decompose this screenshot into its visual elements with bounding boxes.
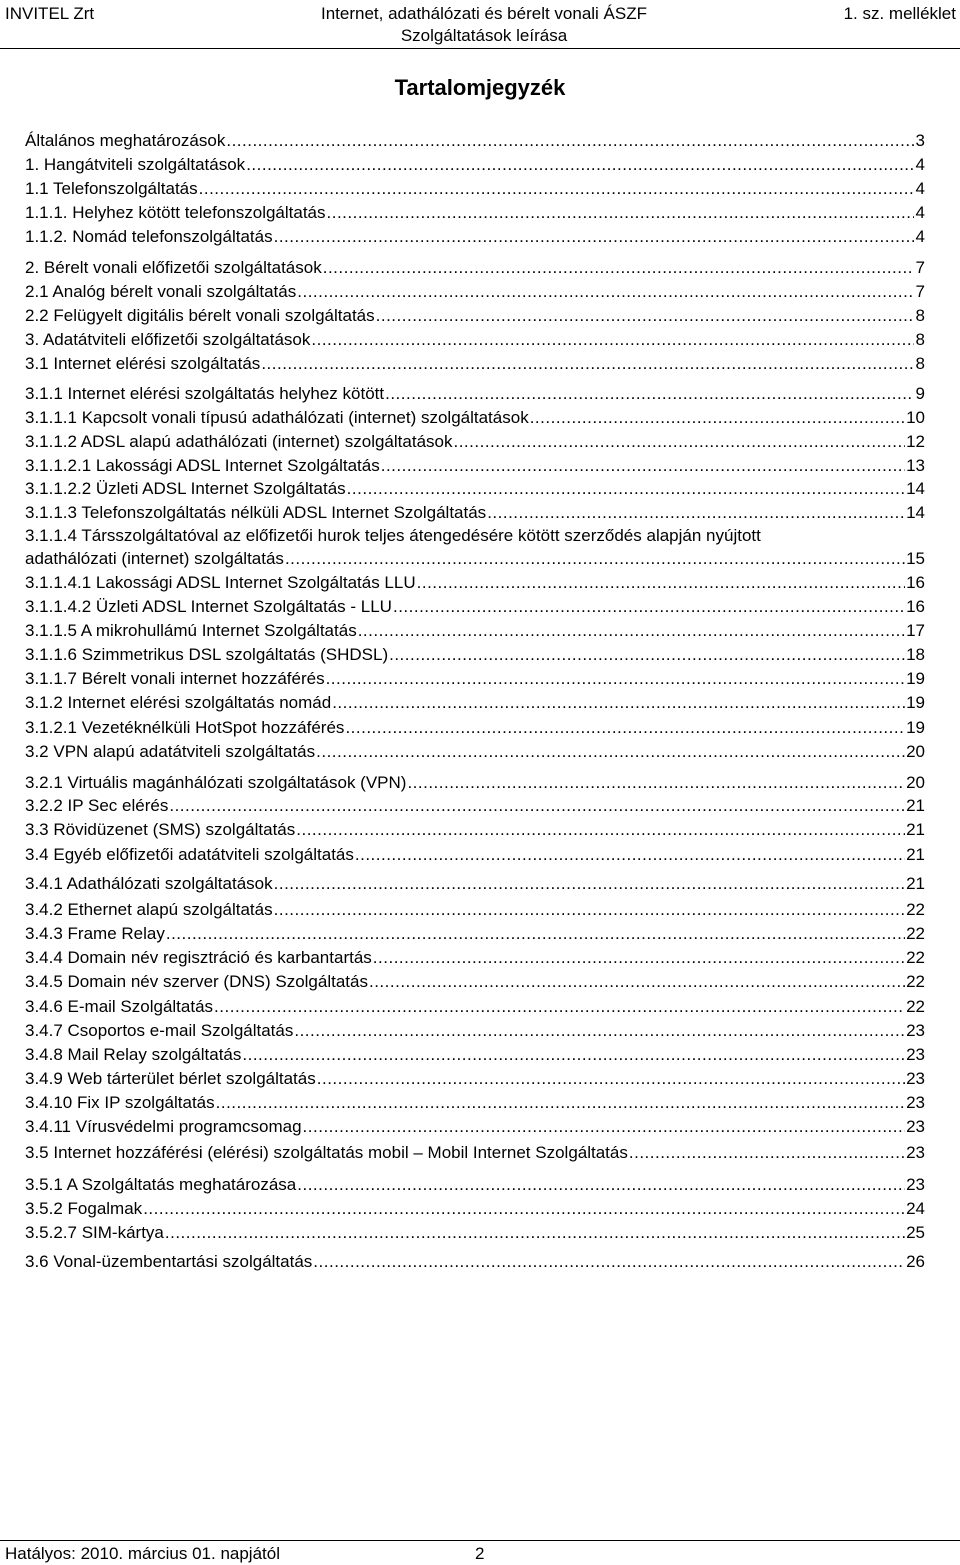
toc-page-number: 7: [915, 258, 925, 277]
toc-leader-dots: [165, 1222, 905, 1244]
toc-entry-label: 3.1.1 Internet elérési szolgáltatás helyhez kötött: [25, 384, 385, 403]
toc-page-number: 23: [906, 1117, 925, 1136]
toc-entry-label: 3.6 Vonal-üzembentartási szolgáltatás: [25, 1252, 313, 1271]
toc-leader-dots: [407, 772, 905, 794]
toc-entry-label: 3.5.2.7 SIM-kártya: [25, 1223, 164, 1242]
header-annex: 1. sz. melléklet: [843, 4, 956, 23]
toc-leader-dots: [313, 1251, 905, 1273]
toc-page-number: 23: [906, 1175, 925, 1194]
toc-entry-label: 3.1.2.1 Vezetéknélküli HotSpot hozzáférés: [25, 718, 345, 737]
toc-page-number: 25: [906, 1223, 925, 1242]
toc-page-number: 21: [906, 874, 925, 893]
toc-entry-label: 3.4.5 Domain név szerver (DNS) Szolgáltatás: [25, 972, 368, 991]
toc-entry[interactable]: [25, 717, 925, 739]
header-title-line2: Szolgáltatások leírása: [400, 26, 568, 45]
toc-entry[interactable]: [25, 596, 925, 618]
toc-leader-dots: [242, 1044, 905, 1066]
toc-page-number: 20: [906, 742, 925, 761]
footer-effective-date: Hatályos: 2010. március 01. napjától: [5, 1544, 280, 1563]
toc-leader-dots: [214, 996, 905, 1018]
toc-entry[interactable]: [25, 525, 925, 571]
toc-page-number: 21: [906, 796, 925, 815]
toc-entry-label: 3.2.2 IP Sec elérés: [25, 796, 169, 815]
toc-entry[interactable]: [25, 1116, 925, 1138]
toc-leader-dots: [417, 572, 905, 594]
toc-leader-dots: [355, 844, 905, 866]
toc-leader-dots: [246, 154, 914, 176]
toc-page-number: 22: [906, 900, 925, 919]
toc-entry[interactable]: [25, 1198, 925, 1220]
toc-leader-dots: [530, 407, 905, 429]
toc-entry[interactable]: [25, 668, 925, 690]
toc-entry[interactable]: [25, 130, 925, 152]
toc-leader-dots: [347, 478, 905, 500]
toc-leader-dots: [389, 644, 905, 666]
toc-leader-dots: [274, 899, 905, 921]
page-footer: [0, 1540, 960, 1565]
toc-entry-label: 1.1.1. Helyhez kötött telefonszolgáltatás: [25, 203, 326, 222]
toc-page-number: 26: [906, 1252, 925, 1271]
toc-entry[interactable]: [25, 431, 925, 453]
toc-entry[interactable]: [25, 971, 925, 993]
toc-entry-label: 3.2 VPN alapú adatátviteli szolgáltatás: [25, 742, 316, 761]
toc-leader-dots: [274, 226, 914, 248]
toc-entry-label: 3.1.1.2.2 Üzleti ADSL Internet Szolgáltatás: [25, 479, 346, 498]
toc-leader-dots: [169, 795, 905, 817]
toc-leader-dots: [381, 455, 905, 477]
toc-entry-label: 3.5.1 A Szolgáltatás meghatározása: [25, 1175, 297, 1194]
toc-page-number: 13: [906, 456, 925, 475]
toc-page-number: 24: [906, 1199, 925, 1218]
toc-page-number: 10: [906, 408, 925, 427]
toc-leader-dots: [166, 923, 905, 945]
toc-leader-dots: [376, 305, 914, 327]
toc-entry[interactable]: [25, 178, 925, 200]
toc-page-number: 22: [906, 924, 925, 943]
toc-entry[interactable]: [25, 873, 925, 895]
toc-entry[interactable]: [25, 692, 925, 714]
toc-entry-label: 3.1.2 Internet elérési szolgáltatás nomád: [25, 693, 332, 712]
toc-leader-dots: [294, 1020, 905, 1042]
toc-entry-label: 3.1.1.6 Szimmetrikus DSL szolgáltatás (SHDSL): [25, 645, 389, 664]
toc-entry-label: 3.3 Rövidüzenet (SMS) szolgáltatás: [25, 820, 296, 839]
toc-page-number: 8: [915, 306, 925, 325]
toc-entry[interactable]: [25, 772, 925, 794]
toc-page-number: 19: [906, 693, 925, 712]
toc-entry-label: 3.4.10 Fix IP szolgáltatás: [25, 1093, 215, 1112]
toc-entry-label: 3.4.9 Web tárterület bérlet szolgáltatás: [25, 1069, 316, 1088]
toc-entry[interactable]: [25, 329, 925, 351]
header-title-line1: Internet, adathálózati és bérelt vonali ÁSZF: [320, 4, 647, 23]
toc-page-number: 22: [906, 972, 925, 991]
toc-page-number: 23: [906, 1143, 925, 1162]
toc-entry[interactable]: [25, 844, 925, 866]
toc-entry[interactable]: [25, 947, 925, 969]
toc-leader-dots: [393, 596, 905, 618]
toc-leader-dots: [296, 819, 905, 841]
toc-leader-dots: [326, 668, 906, 690]
toc-page-number: 4: [915, 203, 925, 222]
toc-page-number: 19: [906, 718, 925, 737]
toc-entry-label: 3.1.1.2 ADSL alapú adathálózati (internet) szolgáltatások: [25, 432, 453, 451]
toc-entry[interactable]: [25, 154, 925, 176]
toc-entry[interactable]: [25, 455, 925, 477]
toc-leader-dots: [143, 1198, 905, 1220]
toc-entry-label: 3.1.1.2.1 Lakossági ADSL Internet Szolgáltatás: [25, 456, 380, 475]
toc-entry-label: 2.1 Analóg bérelt vonali szolgáltatás: [25, 282, 297, 301]
toc-leader-dots: [285, 548, 905, 570]
toc-entry-label: 3.1 Internet elérési szolgáltatás: [25, 354, 261, 373]
toc-entry-label: 3.4.6 E-mail Szolgáltatás: [25, 997, 214, 1016]
toc-entry[interactable]: [25, 923, 925, 945]
toc-entry-label: 3.1.1.7 Bérelt vonali internet hozzáférés: [25, 669, 325, 688]
toc-leader-dots: [327, 202, 914, 224]
toc-leader-dots: [345, 717, 905, 739]
footer-divider: [0, 1540, 960, 1541]
toc-entry-label-continued: adathálózati (internet) szolgáltatás: [25, 549, 284, 568]
toc-entry[interactable]: [25, 478, 925, 500]
toc-page-number: 23: [906, 1021, 925, 1040]
toc-entry-label: 3.2.1 Virtuális magánhálózati szolgáltatások (VPN): [25, 773, 407, 792]
toc-leader-dots: [303, 1116, 906, 1138]
toc-page-number: 14: [906, 503, 925, 522]
toc-page-number: 22: [906, 948, 925, 967]
toc-leader-dots: [226, 130, 914, 152]
toc-entry-label: 3.1.1.4.2 Üzleti ADSL Internet Szolgáltatás - LLU: [25, 597, 392, 616]
toc-entry[interactable]: [25, 1222, 925, 1244]
toc-entry[interactable]: [25, 1092, 925, 1114]
toc-entry-label: 1. Hangátviteli szolgáltatások: [25, 155, 246, 174]
toc-page-number: 7: [915, 282, 925, 301]
toc-entry[interactable]: [25, 1142, 925, 1164]
toc-entry-label: 3.4.11 Vírusvédelmi programcsomag: [25, 1117, 302, 1136]
toc-leader-dots: [316, 741, 905, 763]
toc-entry[interactable]: [25, 1251, 925, 1273]
toc-leader-dots: [373, 947, 905, 969]
toc-entry[interactable]: [25, 819, 925, 841]
toc-entry-label: 3.4.1 Adathálózati szolgáltatások: [25, 874, 273, 893]
toc-page-number: 14: [906, 479, 925, 498]
toc-leader-dots: [317, 1068, 905, 1090]
toc-entry[interactable]: [25, 795, 925, 817]
toc-leader-dots: [358, 620, 905, 642]
toc-leader-dots: [487, 502, 905, 524]
toc-entry[interactable]: [25, 226, 925, 248]
toc-entry-label: 3.1.1.5 A mikrohullámú Internet Szolgáltatás: [25, 621, 357, 640]
toc-entry[interactable]: [25, 257, 925, 279]
toc-entry-label: 3.4.8 Mail Relay szolgáltatás: [25, 1045, 242, 1064]
toc-page-number: 23: [906, 1045, 925, 1064]
toc-entry[interactable]: [25, 502, 925, 524]
toc-entry[interactable]: [25, 572, 925, 594]
toc-page-number: 23: [906, 1069, 925, 1088]
toc-page-number: 21: [906, 845, 925, 864]
toc-page-number: 15: [906, 549, 925, 568]
toc-entry[interactable]: [25, 281, 925, 303]
toc-page-number: 8: [915, 330, 925, 349]
toc-leader-dots: [453, 431, 905, 453]
toc-entry-label: 3.4.3 Frame Relay: [25, 924, 165, 943]
toc-page-number: 9: [915, 384, 925, 403]
toc-entry[interactable]: [25, 1020, 925, 1042]
toc-entry-label: 3.1.1.4 Társszolgáltatóval az előfizetői hurok teljes átengedésére kötött szerződés alapján nyújtott: [25, 526, 761, 545]
toc-leader-dots: [297, 281, 914, 303]
toc-page-number: 12: [906, 432, 925, 451]
toc-entry[interactable]: [25, 644, 925, 666]
toc-page-number: 18: [906, 645, 925, 664]
toc-leader-dots: [274, 873, 905, 895]
toc-page-number: 23: [906, 1093, 925, 1112]
toc-leader-dots: [199, 178, 914, 200]
toc-page-number: 3: [915, 131, 925, 150]
toc-page-number: 21: [906, 820, 925, 839]
toc-title: Tartalomjegyzék: [394, 75, 566, 100]
toc-entry[interactable]: [25, 202, 925, 224]
toc-leader-dots: [261, 353, 914, 375]
toc-page-number: 16: [906, 597, 925, 616]
toc-page-number: 4: [915, 155, 925, 174]
toc-leader-dots: [216, 1092, 905, 1114]
toc-leader-dots: [297, 1174, 905, 1196]
toc-leader-dots: [311, 329, 914, 351]
toc-entry-label: 3.4.2 Ethernet alapú szolgáltatás: [25, 900, 273, 919]
toc-entry-label: 3.5.2 Fogalmak: [25, 1199, 143, 1218]
toc-entry[interactable]: [25, 741, 925, 763]
toc-entry[interactable]: [25, 1068, 925, 1090]
toc-entry[interactable]: [25, 353, 925, 375]
toc-entry-label: 3.4.4 Domain név regisztráció és karbantartás: [25, 948, 372, 967]
toc-page-number: 20: [906, 773, 925, 792]
toc-page-number: 4: [915, 179, 925, 198]
toc-entry[interactable]: [25, 620, 925, 642]
toc-entry[interactable]: [25, 1044, 925, 1066]
toc-entry-label: 3.4.7 Csoportos e-mail Szolgáltatás: [25, 1021, 294, 1040]
toc-entry-label: 2. Bérelt vonali előfizetői szolgáltatások: [25, 258, 322, 277]
toc-entry[interactable]: [25, 899, 925, 921]
toc-entry-label: 3.5 Internet hozzáférési (elérési) szolgáltatás mobil – Mobil Internet Szolgáltatás: [25, 1143, 628, 1162]
toc-entry-label: 3.1.1.3 Telefonszolgáltatás nélküli ADSL Internet Szolgáltatás: [25, 503, 487, 522]
toc-page-number: 4: [915, 227, 925, 246]
toc-page-number: 16: [906, 573, 925, 592]
toc-entry-label: Általános meghatározások: [25, 131, 226, 150]
toc-entry[interactable]: [25, 407, 925, 429]
toc-entry-label: 3.1.1.1 Kapcsolt vonali típusú adathálózati (internet) szolgáltatások: [25, 408, 529, 427]
toc-entry[interactable]: [25, 1174, 925, 1196]
toc-page-number: 17: [906, 621, 925, 640]
toc-leader-dots: [323, 257, 914, 279]
toc-entry-label: 3.4 Egyéb előfizetői adatátviteli szolgáltatás: [25, 845, 354, 864]
toc-entry[interactable]: [25, 383, 925, 405]
toc-leader-dots: [385, 383, 914, 405]
footer-page-number: 2: [475, 1544, 485, 1563]
toc-entry-label: 1.1.2. Nomád telefonszolgáltatás: [25, 227, 273, 246]
toc-entry-label: 3.1.1.4.1 Lakossági ADSL Internet Szolgáltatás LLU: [25, 573, 416, 592]
toc-leader-dots: [332, 692, 905, 714]
toc-entry[interactable]: [25, 996, 925, 1018]
toc-entry-label: 3. Adatátviteli előfizetői szolgáltatások: [25, 330, 311, 349]
toc-entry[interactable]: [25, 305, 925, 327]
toc-page-number: 22: [906, 997, 925, 1016]
toc-page-number: 8: [915, 354, 925, 373]
toc-leader-dots: [369, 971, 905, 993]
header-company: INVITEL Zrt: [5, 4, 95, 23]
toc-leader-dots: [629, 1142, 905, 1164]
toc-entry-label: 2.2 Felügyelt digitális bérelt vonali szolgáltatás: [25, 306, 375, 325]
toc-entry-label: 1.1 Telefonszolgáltatás: [25, 179, 198, 198]
toc-page-number: 19: [906, 669, 925, 688]
